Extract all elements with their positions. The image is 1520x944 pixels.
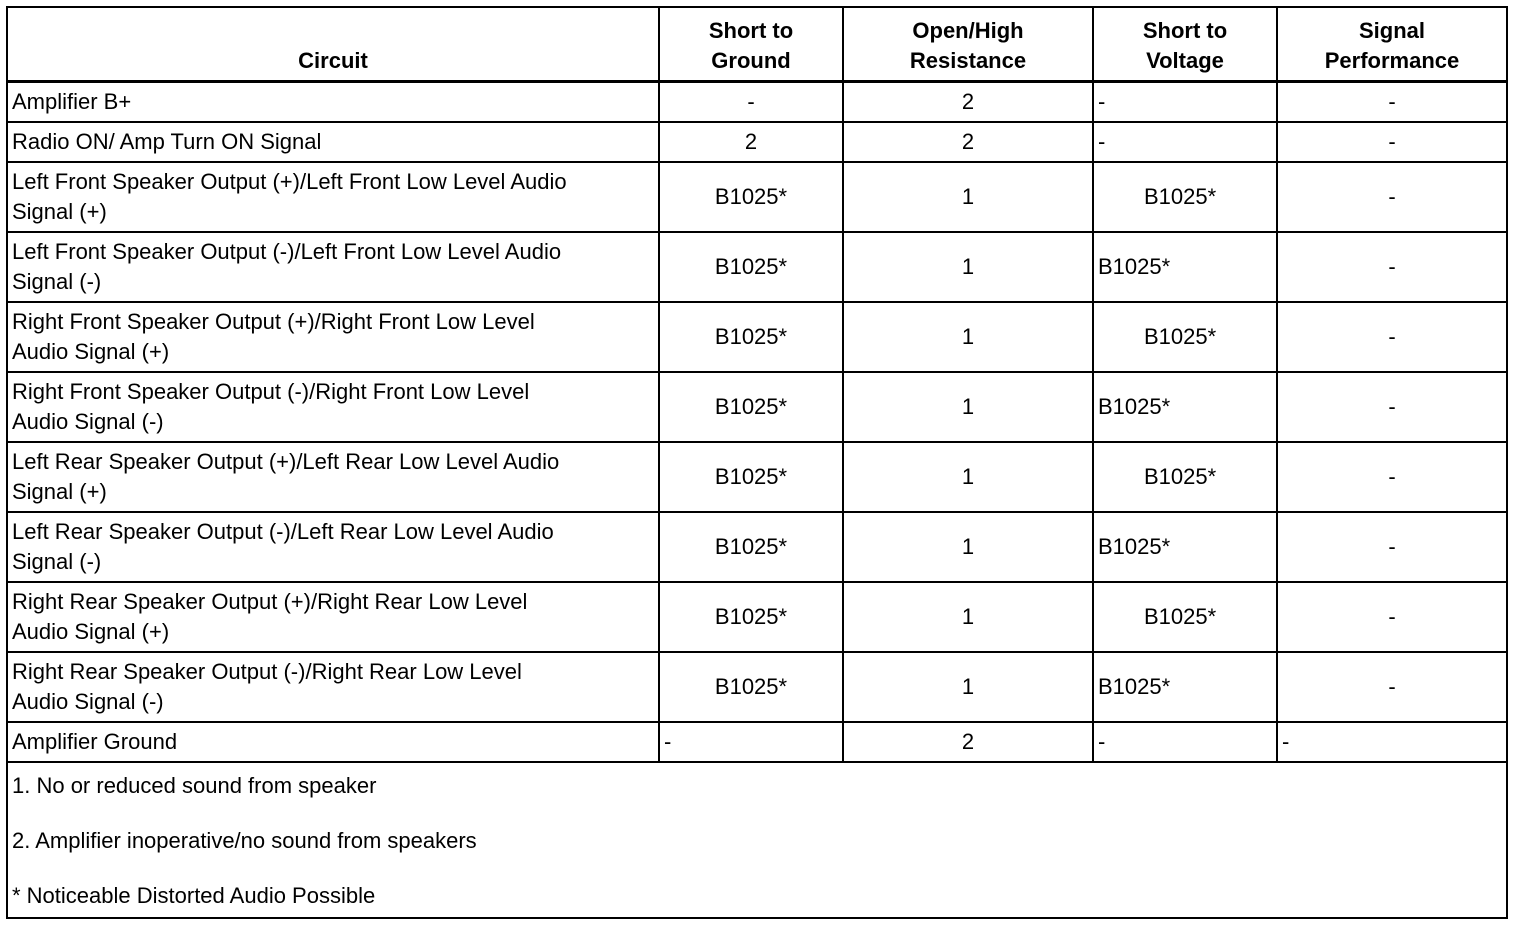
circuit-line: Signal (-) <box>12 549 102 574</box>
cell-short-to-ground: 2 <box>659 122 843 162</box>
cell-signal-performance: - <box>1277 372 1507 442</box>
cell-signal-performance: - <box>1277 722 1507 762</box>
header-circuit-label: Circuit <box>298 48 368 73</box>
table-row <box>7 372 1507 442</box>
cell-short-to-ground: B1025* <box>659 442 843 512</box>
header-open-high-resistance <box>843 7 1093 82</box>
cell-short-to-ground: B1025* <box>659 582 843 652</box>
header-line: Signal <box>1358 18 1425 43</box>
note-1: 1. No or reduced sound from speaker <box>12 773 377 798</box>
cell-circuit <box>7 122 659 162</box>
header-line: Short to <box>1142 18 1228 43</box>
table-row <box>7 722 1507 762</box>
cell-short-to-voltage: B1025* <box>1093 162 1277 232</box>
circuit-line: Left Rear Speaker Output (-)/Left Rear Low Level Audio <box>12 519 554 544</box>
cell-open-high-resistance: 1 <box>843 302 1093 372</box>
cell-short-to-voltage: B1025* <box>1093 582 1277 652</box>
cell-short-to-ground: B1025* <box>659 372 843 442</box>
cell-circuit <box>7 82 659 123</box>
cell-short-to-ground: B1025* <box>659 652 843 722</box>
header-short-to-voltage <box>1093 7 1277 82</box>
circuit-line: Signal (-) <box>12 269 102 294</box>
cell-short-to-voltage: B1025* <box>1093 512 1277 582</box>
cell-signal-performance: - <box>1277 582 1507 652</box>
circuit-line: Amplifier Ground <box>12 729 178 754</box>
circuit-line: Right Rear Speaker Output (+)/Right Rear Low Level <box>12 589 528 614</box>
notes-row <box>7 762 1507 918</box>
table-row <box>7 82 1507 123</box>
circuit-line: Right Front Speaker Output (-)/Right Front Low Level <box>12 379 530 404</box>
header-line: Ground <box>711 48 791 73</box>
note-footnote: * Noticeable Distorted Audio Possible <box>12 883 376 908</box>
circuit-line: Left Front Speaker Output (+)/Left Front Low Level Audio <box>12 169 567 194</box>
note-2: 2. Amplifier inoperative/no sound from speakers <box>12 828 477 853</box>
cell-signal-performance: - <box>1277 302 1507 372</box>
cell-short-to-ground: B1025* <box>659 232 843 302</box>
cell-open-high-resistance: 1 <box>843 582 1093 652</box>
cell-short-to-voltage: B1025* <box>1093 652 1277 722</box>
table-row <box>7 442 1507 512</box>
circuit-line: Radio ON/ Amp Turn ON Signal <box>12 129 322 154</box>
cell-signal-performance: - <box>1277 122 1507 162</box>
circuit-line: Right Rear Speaker Output (-)/Right Rear Low Level <box>12 659 522 684</box>
cell-short-to-ground: - <box>659 82 843 123</box>
cell-short-to-ground: B1025* <box>659 302 843 372</box>
cell-open-high-resistance: 1 <box>843 442 1093 512</box>
cell-short-to-voltage: B1025* <box>1093 372 1277 442</box>
cell-circuit <box>7 582 659 652</box>
cell-circuit <box>7 162 659 232</box>
cell-signal-performance: - <box>1277 82 1507 123</box>
cell-open-high-resistance: 1 <box>843 512 1093 582</box>
cell-short-to-ground: B1025* <box>659 512 843 582</box>
circuit-line: Audio Signal (-) <box>12 409 164 434</box>
header-line: Performance <box>1324 48 1460 73</box>
cell-open-high-resistance: 1 <box>843 162 1093 232</box>
cell-short-to-ground: - <box>659 722 843 762</box>
header-line: Resistance <box>909 48 1027 73</box>
table-row <box>7 162 1507 232</box>
cell-circuit <box>7 302 659 372</box>
circuit-line: Left Rear Speaker Output (+)/Left Rear Low Level Audio <box>12 449 560 474</box>
cell-circuit <box>7 442 659 512</box>
cell-circuit <box>7 372 659 442</box>
cell-open-high-resistance: 2 <box>843 82 1093 123</box>
table-row <box>7 652 1507 722</box>
circuit-line: Amplifier B+ <box>12 89 132 114</box>
circuit-line: Signal (+) <box>12 199 107 224</box>
notes-cell <box>7 762 1507 918</box>
table-row <box>7 302 1507 372</box>
header-short-to-ground <box>659 7 843 82</box>
circuit-line: Right Front Speaker Output (+)/Right Front Low Level <box>12 309 535 334</box>
circuit-line: Left Front Speaker Output (-)/Left Front Low Level Audio <box>12 239 562 264</box>
cell-short-to-voltage: - <box>1093 722 1277 762</box>
cell-short-to-voltage: B1025* <box>1093 232 1277 302</box>
table-row <box>7 512 1507 582</box>
header-row <box>7 7 1507 82</box>
cell-signal-performance: - <box>1277 232 1507 302</box>
cell-circuit <box>7 512 659 582</box>
table-row <box>7 582 1507 652</box>
cell-open-high-resistance: 2 <box>843 722 1093 762</box>
cell-circuit <box>7 722 659 762</box>
header-signal-performance <box>1277 7 1507 82</box>
circuit-line: Signal (+) <box>12 479 107 504</box>
cell-signal-performance: - <box>1277 652 1507 722</box>
cell-signal-performance: - <box>1277 512 1507 582</box>
cell-short-to-voltage: - <box>1093 122 1277 162</box>
cell-open-high-resistance: 2 <box>843 122 1093 162</box>
cell-short-to-ground: B1025* <box>659 162 843 232</box>
diagnostic-table <box>6 6 1508 919</box>
table-body <box>7 82 1507 763</box>
circuit-line: Audio Signal (+) <box>12 619 170 644</box>
cell-open-high-resistance: 1 <box>843 652 1093 722</box>
header-circuit <box>7 7 659 82</box>
header-line: Open/High <box>912 18 1024 43</box>
cell-circuit <box>7 232 659 302</box>
header-line: Short to <box>708 18 794 43</box>
header-line: Voltage <box>1146 48 1224 73</box>
cell-open-high-resistance: 1 <box>843 372 1093 442</box>
cell-circuit <box>7 652 659 722</box>
cell-short-to-voltage: B1025* <box>1093 442 1277 512</box>
cell-short-to-voltage: - <box>1093 82 1277 123</box>
cell-short-to-voltage: B1025* <box>1093 302 1277 372</box>
table-row <box>7 232 1507 302</box>
cell-signal-performance: - <box>1277 162 1507 232</box>
circuit-line: Audio Signal (-) <box>12 689 164 714</box>
cell-signal-performance: - <box>1277 442 1507 512</box>
table-row <box>7 122 1507 162</box>
circuit-line: Audio Signal (+) <box>12 339 170 364</box>
cell-open-high-resistance: 1 <box>843 232 1093 302</box>
